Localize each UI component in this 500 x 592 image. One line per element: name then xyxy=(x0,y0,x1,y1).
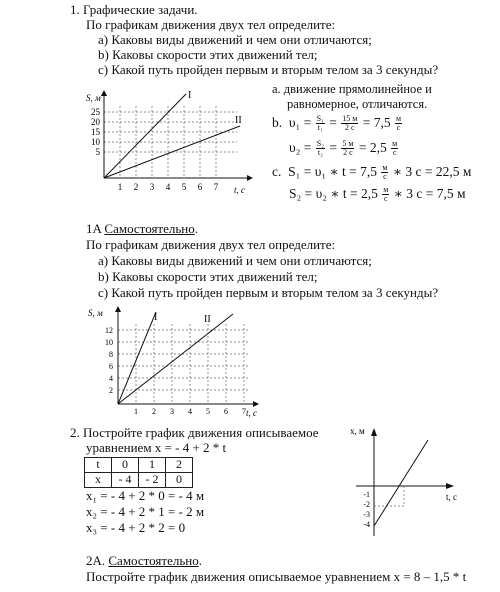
task1-question-b: b) Каковы скорости этих движений тел; xyxy=(98,47,318,62)
graph2-ytick: 10 xyxy=(105,338,113,347)
graph1-ytick: 20 xyxy=(91,117,100,127)
table-cell: t xyxy=(85,458,112,473)
graph1-x-label: t, c xyxy=(234,185,245,195)
task2a-text: Постройте график движения описываемое уравнением x = 8 – 1,5 * t xyxy=(86,569,467,584)
graph1-xtick: 3 xyxy=(149,182,155,192)
table-cell: 0 xyxy=(166,472,193,487)
graph2-xtick: 7 xyxy=(242,407,246,416)
task1-intro: По графикам движения двух тел определите: xyxy=(86,17,336,32)
task2a-title: 2A. Самостоятельно. xyxy=(86,553,202,568)
v2-frac2: $\frac{5 м}{2 с}$ xyxy=(342,139,354,158)
task1a-question-c: c) Какой путь пройден первым и вторым телом за 3 секунды? xyxy=(98,285,439,300)
graph1-ytick: 10 xyxy=(91,137,100,147)
answer-c-label: c. xyxy=(272,164,282,179)
graph3-ytick: -1 xyxy=(363,490,370,499)
graph1-line1-label: I xyxy=(188,90,192,101)
graph1-xtick: 1 xyxy=(117,182,123,192)
graph3-ytick: -4 xyxy=(363,520,370,529)
table-cell: - 4 xyxy=(112,472,139,487)
table-cell: 0 xyxy=(112,458,139,473)
table-cell: 1 xyxy=(139,458,166,473)
answer-c-s2: S₂ = υ₂ ∗ t = 2,5 $\frac{м}{с}$ ∗ 3 с = 7,5 м xyxy=(289,185,466,204)
table-cell: 2 xyxy=(166,458,193,473)
v1-frac2: $\frac{15 м}{2 с}$ xyxy=(342,114,358,133)
graph2 xyxy=(88,306,278,418)
graph1-xtick: 7 xyxy=(213,182,219,192)
answer-b-v2: υ₂ = $\frac{\text{S₂}}{\text{t₂}}$ = $\frac{5 м}{2 с}$ = 2,5 $\frac{м}{с}$ xyxy=(289,139,398,158)
graph2-xtick: 1 xyxy=(134,407,138,416)
table-row xyxy=(85,458,193,473)
graph2-ytick: 6 xyxy=(109,362,113,371)
graph2-xtick: 3 xyxy=(170,407,174,416)
graph2-y-label: S, м xyxy=(88,308,103,318)
v2-frac1: $\frac{\text{S₂}}{\text{t₂}}$ xyxy=(316,139,325,158)
answer-a-line2: равномерное, отличаются. xyxy=(287,97,428,111)
graph1-xtick: 6 xyxy=(197,182,203,192)
graph3 xyxy=(346,424,476,539)
graph1-ytick: 15 xyxy=(91,127,100,137)
answer-b-label: b. xyxy=(272,115,283,130)
task2-calc-1: x₁ = - 4 + 2 * 0 = - 4 м xyxy=(86,488,205,503)
task2-table xyxy=(84,457,193,488)
graph2-line-2 xyxy=(118,314,233,404)
graph1-y-label: S, м xyxy=(86,93,101,103)
task1a-question-b: b) Каковы скорости этих движений тел; xyxy=(98,269,318,284)
graph3-ytick: -2 xyxy=(363,500,370,509)
task2-equation: уравнением x = - 4 + 2 * t xyxy=(86,440,227,455)
graph2-ytick: 4 xyxy=(109,374,113,383)
task1a-title: 1A Самостоятельно. xyxy=(86,221,198,236)
v1-lhs: υ₁ = xyxy=(288,115,312,130)
graph2-line2-label: II xyxy=(204,314,211,325)
graph3-ytick: -3 xyxy=(363,510,370,519)
graph3-x-label: t, c xyxy=(446,492,457,502)
graph2-xtick: 6 xyxy=(224,407,228,416)
task1-question-a: a) Каковы виды движений и чем они отличаются; xyxy=(98,32,372,47)
graph3-y-label: x, м xyxy=(350,426,365,436)
task1a-intro: По графикам движения двух тел определите: xyxy=(86,237,336,252)
task2-calc-3: x₃ = - 4 + 2 * 2 = 0 xyxy=(86,520,186,535)
v1-result: = 7,5 xyxy=(362,115,391,130)
graph1-xtick: 5 xyxy=(181,182,187,192)
task1a-question-a: a) Каковы виды движений и чем они отличаются; xyxy=(98,253,372,268)
task1-title: 1. Графические задачи. xyxy=(70,2,198,17)
graph1-xtick: 2 xyxy=(133,182,139,192)
table-cell: - 2 xyxy=(139,472,166,487)
graph3-line xyxy=(374,440,428,526)
graph2-ytick: 8 xyxy=(109,350,113,359)
v2-unit: $\frac{м}{с}$ xyxy=(392,139,398,158)
table-row xyxy=(85,472,193,487)
graph1-ytick: 5 xyxy=(95,147,100,157)
v1-unit: $\frac{м}{с}$ xyxy=(395,114,402,133)
graph1 xyxy=(82,86,262,196)
answer-a-line1: a. движение прямолинейное и xyxy=(272,82,432,96)
answer-c-s1: c. S₁ = υ₁ ∗ t = 7,5 $\frac{м}{с}$ ∗ 3 с = 22,5 м xyxy=(272,163,472,182)
graph2-ytick: 2 xyxy=(109,386,113,395)
graph1-ytick: 25 xyxy=(91,107,100,117)
graph2-xtick: 4 xyxy=(188,407,192,416)
answer-b-v1: b. υ₁ = $\frac{\text{S₁}}{\text{t₁}}$ = $\frac{15 м}{2 с}$ = 7,5 $\frac{м}{с}$ xyxy=(272,114,402,133)
v1-frac1: $\frac{\text{S₁}}{\text{t₁}}$ xyxy=(316,114,324,133)
graph1-xtick: 4 xyxy=(165,182,171,192)
task2-calc-2: x₂ = - 4 + 2 * 1 = - 2 м xyxy=(86,504,205,519)
graph2-xtick: 5 xyxy=(206,407,210,416)
graph1-line-1 xyxy=(104,94,186,178)
task1-question-c: c) Какой путь пройден первым и вторым телом за 3 секунды? xyxy=(98,62,439,77)
graph2-ytick: 12 xyxy=(105,326,113,335)
graph1-line2-label: II xyxy=(235,115,242,126)
table-cell: x xyxy=(85,472,112,487)
graph2-xtick: 2 xyxy=(152,407,156,416)
v2-lhs: υ₂ = xyxy=(289,140,312,155)
task2-title: 2. Постройте график движения описываемое xyxy=(70,425,319,440)
graph2-x-label: t, c xyxy=(246,408,257,418)
graph2-line1-label: I xyxy=(154,312,158,323)
v2-result: = 2,5 xyxy=(358,140,387,155)
